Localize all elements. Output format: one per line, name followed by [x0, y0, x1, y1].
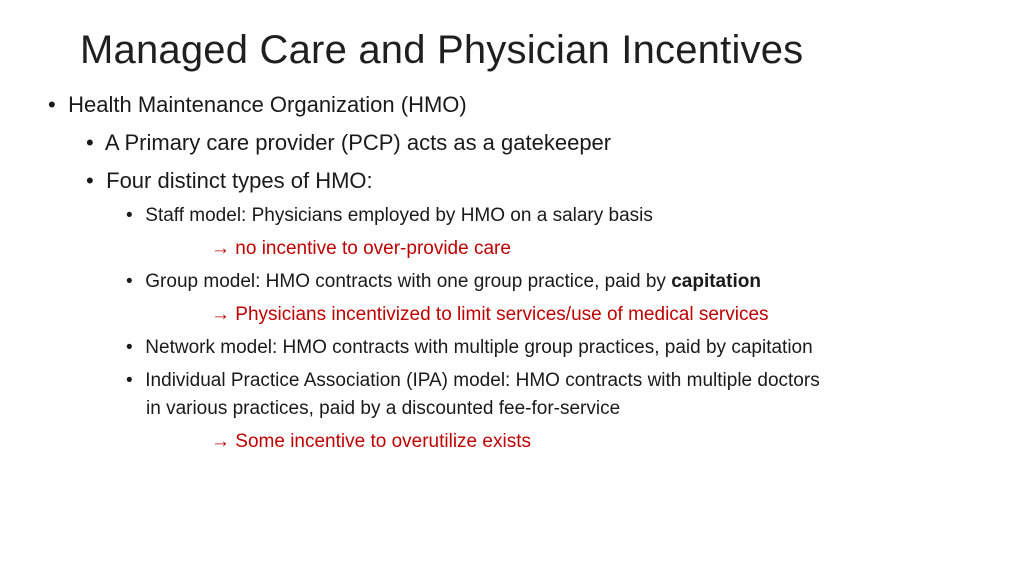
- slide-title: Managed Care and Physician Incentives: [80, 28, 804, 72]
- bullet-text: Four distinct types of HMO:: [106, 168, 373, 193]
- bullet-pcp-gatekeeper: [86, 130, 611, 156]
- bullet-text: Individual Practice Association (IPA) model: HMO contracts with multiple doctors: [145, 370, 820, 391]
- note-text: no incentive to over-provide care: [235, 238, 511, 259]
- bullet-dot: •: [126, 370, 133, 391]
- note-group-model: [211, 304, 769, 326]
- bullet-ipa-model: [126, 370, 820, 392]
- bullet-bold-term: capitation: [671, 271, 761, 292]
- bullet-four-types: [86, 168, 373, 194]
- bullet-dot: •: [86, 130, 94, 155]
- bullet-text: Group model: HMO contracts with one group practice, paid by: [145, 271, 672, 292]
- bullet-text: Staff model: Physicians employed by HMO on a salary basis: [145, 205, 653, 226]
- bullet-ipa-model-continued: [146, 398, 620, 420]
- bullet-dot: •: [126, 271, 133, 292]
- note-text: Some incentive to overutilize exists: [235, 431, 531, 452]
- bullet-dot: •: [126, 337, 133, 358]
- bullet-text: Network model: HMO contracts with multiple group practices, paid by capitation: [145, 337, 813, 358]
- bullet-text: Health Maintenance Organization (HMO): [68, 92, 467, 117]
- note-text: Physicians incentivized to limit services/use of medical services: [235, 304, 769, 325]
- note-ipa-model: [211, 431, 531, 453]
- bullet-text: A Primary care provider (PCP) acts as a gatekeeper: [104, 130, 612, 155]
- bullet-dot: •: [126, 205, 133, 226]
- bullet-text: in various practices, paid by a discounted fee-for-service: [146, 398, 621, 419]
- bullet-network-model: [126, 337, 813, 359]
- arrow-right-icon: →: [211, 304, 230, 325]
- arrow-right-icon: →: [211, 238, 230, 259]
- bullet-dot: •: [48, 92, 56, 117]
- arrow-right-icon: →: [211, 431, 230, 452]
- bullet-group-model: [126, 271, 761, 293]
- bullet-dot: •: [86, 168, 94, 193]
- bullet-staff-model: [126, 205, 653, 227]
- note-staff-model: [211, 238, 511, 260]
- bullet-hmo: [48, 92, 467, 118]
